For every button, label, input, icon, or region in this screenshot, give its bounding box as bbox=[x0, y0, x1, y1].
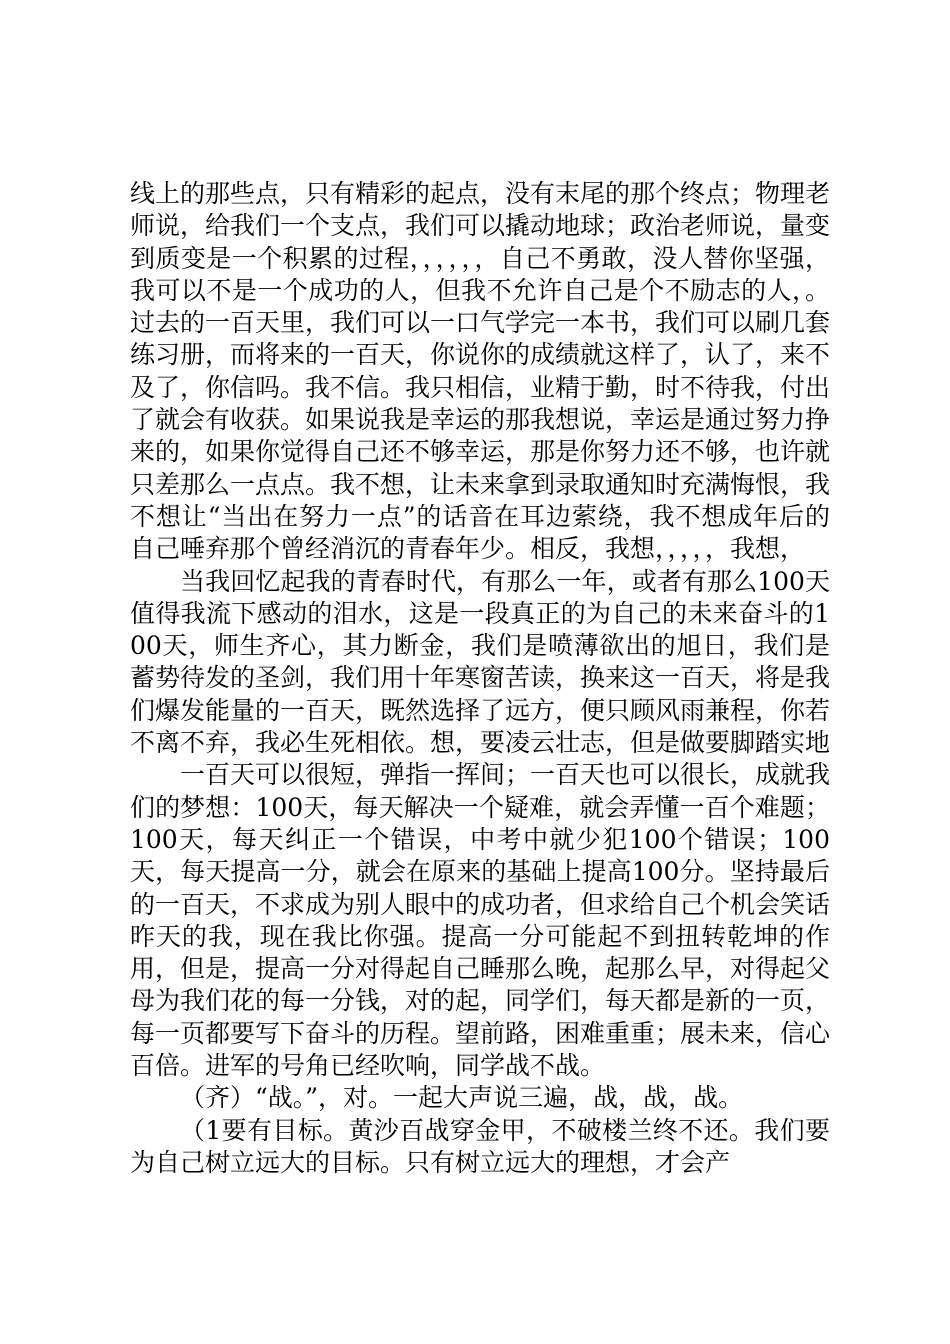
document-page bbox=[130, 178, 830, 1179]
paragraph-3: 一百天可以很短，弹指一挥间；一百天也可以很长，成就我们的梦想：100天，每天解决一个疑难，就会弄懂一百个难题；100天，每天纠正一个错误，中考中就少犯100个错误；100天，每天提高一分，就会在原来的基础上提高100分。坚持最后的一百天，不求成为别人眼中的成功者，但求给自己个机会笑话昨天的我，现在我比你强。提高一分可能起不到扭转乾坤的作用，但是，提高一分对得起自己睡那么晚，起那么早，对得起父母为我们花的每一分钱，对的起，同学们，每天都是新的一页，每一页都要写下奋斗的历程。望前路，困难重重；展未来，信心百倍。进军的号角已经吹响，同学战不战。 bbox=[130, 760, 831, 1081]
paragraph-4: （齐）“战。”，对。一起大声说三遍，战，战，战。 bbox=[180, 1083, 744, 1113]
paragraph-5: （1要有目标。黄沙百战穿金甲，不破楼兰终不还。我们要为自己树立远大的目标。只有树立远大的理想，才会产 bbox=[130, 1115, 830, 1177]
paragraph-1: 线上的那些点，只有精彩的起点，没有末尾的那个终点；物理老师说，给我们一个支点，我们可以撬动地球；政治老师说，量变到质变是一个积累的过程，，，，，，自己不勇敢，没人替你坚强，我可以不是一个成功的人，但我不允许自己是个不励志的人，。过去的一百天里，我们可以一口气学完一本书，我们可以刷几套练习册，而将来的一百天，你说你的成绩就这样了，认了，来不及了，你信吗。我不信。我只相信，业精于勤，时不待我，付出了就会有收获。如果说我是幸运的那我想说，幸运是通过努力挣来的，如果你觉得自己还不够幸运，那是你努力还不够，也许就只差那么一点点。我不想，让未来拿到录取通知时充满悔恨，我不想让“当出在努力一点”的话音在耳边萦绕，我不想成年后的自己唾弃那个曾经消沉的青春年少。相反，我想，，，，，我想， bbox=[130, 179, 831, 564]
paragraph-2: 当我回忆起我的青春时代，有那么一年，或者有那么100天值得我流下感动的泪水，这是一段真正的为自己的未来奋斗的100天，师生齐心，其力断金，我们是喷薄欲出的旭日，我们是蓄势待发的圣剑，我们用十年寒窗苦读，换来这一百天，将是我们爆发能量的一百天，既然选择了远方，便只顾风雨兼程，你若不离不弃，我必生死相依。想，要凌云壮志，但是做要脚踏实地 bbox=[130, 566, 831, 758]
